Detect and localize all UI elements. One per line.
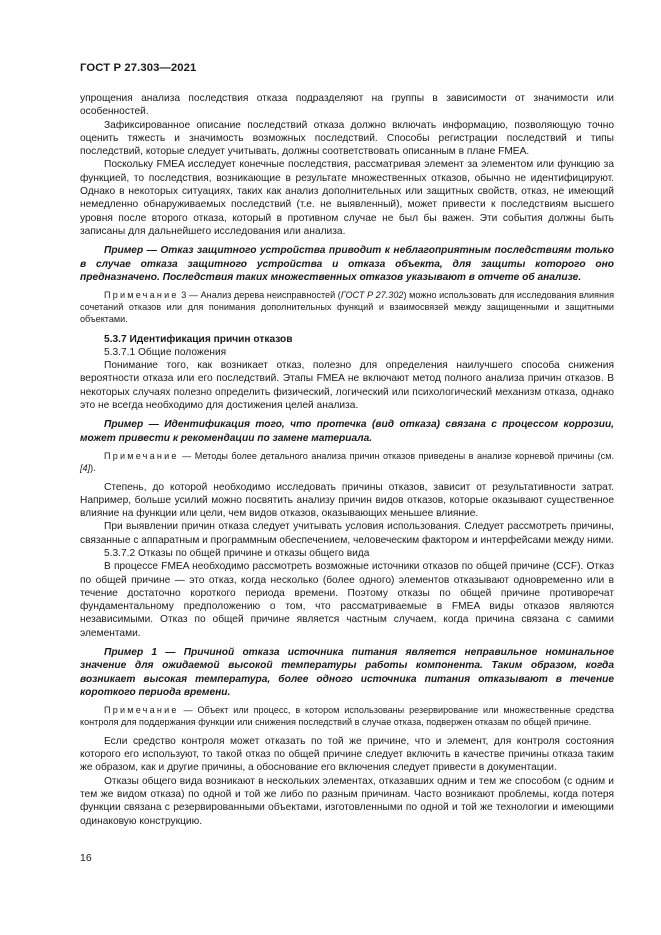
note-text: — Объект или процесс, в котором использованы резервирование или множественные средства контроля для поддержания функции или снижения последствий в случае отказа, подвержен отказам по общей причине. (80, 705, 614, 728)
note-label: Примечание (104, 705, 179, 716)
example-block: Пример — Идентификация того, что протечка (вид отказа) связана с процессом коррозии, может привести к рекомендации по замене материала. (80, 419, 614, 444)
paragraph: В процессе FMEA необходимо рассмотреть возможные источники отказов по общей причине (CCF). Отказ по общей причине — это отказ, когда несколько (более одного) элементов отказывают одновременно или в течение достаточно короткого периода времени. Поэтому отказы по общей причине противоречат фундаментальному предположению о том, что рассматриваемые в FMEA виды отказов являются независимыми. Отказ по общей причине является частным случаем, когда причина связана с самими элементами. (80, 561, 614, 639)
note-label: Примечание (104, 450, 179, 461)
paragraph: Понимание того, как возникает отказ, полезно для определения наилучшего способа снижения вероятности отказа или его последствий. Этапы FMEA не включают метод полного анализа причин отказов. В некоторых случаях полезно определить физический, логический или психологический механизм отказа, однако это не всегда необходимо для достижения целей анализа. (80, 360, 614, 412)
note-text: ) можно использовать для исследования влияния сочетаний отказов или для понимания дополнительных функций и взаимосвязей между защищенными и защитными объектами. (80, 290, 614, 324)
section-heading: 5.3.7 Идентификация причин отказов (104, 333, 293, 345)
paragraph: Зафиксированное описание последствий отказа должно включать информацию, позволяющую точно оценить тяжесть и значимость возможных последствий. Способы регистрации последствий и типы последствий, которые следует учитывать, должны соответствовать описанным в плане FMEA. (80, 119, 614, 158)
example-block: Пример 1 — Причиной отказа источника питания является неправильное номинальное значение для ожидаемой высокой температуры работы компонента. Таким образом, когда возникает высокая температура, более одного источника питания отказывают в течение короткого периода времени. (80, 647, 614, 698)
note-reference: [4] (80, 462, 91, 473)
subsection-heading: 5.3.7.1 Общие положения (104, 346, 227, 358)
paragraph: Если средство контроля может отказать по той же причине, что и элемент, для контроля состояния которого его используют, то такой отказ по общей причине следует включить в качестве причины отказа таким же образом, как и другие причины, а обоснование его включения следует привести в документации. (80, 735, 614, 774)
paragraph: Поскольку FMEA исследует конечные последствия, рассматривая элемент за элементом или функцию за функцией, то последствия, возникающие в результате множественных отказов, обычно не идентифицируют. Однако в некоторых ситуациях, таких как анализ дополнительных или защитных свойств, отказ, не имеющий немедленно обнаруживаемых последствий (т.е. не выявленный), может привести к последствиям высшего уровня после второго отказа, который в противном случае не был бы важен. Эти события должны быть записаны для дальнейшего исследования или анализа. (80, 159, 614, 237)
paragraph: Отказы общего вида возникают в нескольких элементах, отказавших одним и тем же способом (с одним и тем же видом отказа) по одной и той же либо по разным причинам. Часто возникают проблемы, когда потеря функции связана с резервированными объектами, изготовленными по одной и той же технологии и имеющими одинаковую конструкцию. (80, 775, 614, 827)
note-label: Примечание (104, 290, 179, 301)
paragraph: Степень, до которой необходимо исследовать причины отказов, зависит от результативности затрат. Например, больше усилий можно посвятить анализу причин видов отказов, которые оказывают существенное влияние на функции или цели, чем видов отказов, оказывающих меньшее влияние. (80, 481, 614, 520)
note-text: 3 — Анализ дерева неисправностей ( (178, 290, 341, 301)
document-header: ГОСТ Р 27.303—2021 (80, 62, 197, 74)
note-block (80, 451, 614, 475)
note-block (80, 290, 614, 325)
note-text: ). (90, 462, 96, 473)
subsection-heading: 5.3.7.2 Отказы по общей причине и отказы общего вида (104, 548, 370, 559)
document-body (80, 92, 614, 828)
note-text: — Методы более детального анализа причин отказов приведены в анализе корневой причины (см. (178, 450, 614, 461)
paragraph: упрощения анализа последствия отказа подразделяют на группы в зависимости от значимости или особенностей. (80, 93, 614, 118)
example-block: Пример — Отказ защитного устройства приводит к неблагоприятным последствиям только в случае отказа защитного устройства и отказа объекта, для защиты которого оно предназначено. Последствия таких множественных отказов указывают в отчете об анализе. (80, 245, 614, 283)
note-block (80, 705, 614, 729)
note-reference: ГОСТ Р 27.302 (340, 290, 404, 301)
page-number: 16 (80, 852, 92, 864)
paragraph: При выявлении причин отказа следует учитывать условия использования. Следует рассмотреть причины, связанные с аппаратным и программным обеспечением, человеческим фактором и интерфейсами между ними. (80, 521, 614, 546)
